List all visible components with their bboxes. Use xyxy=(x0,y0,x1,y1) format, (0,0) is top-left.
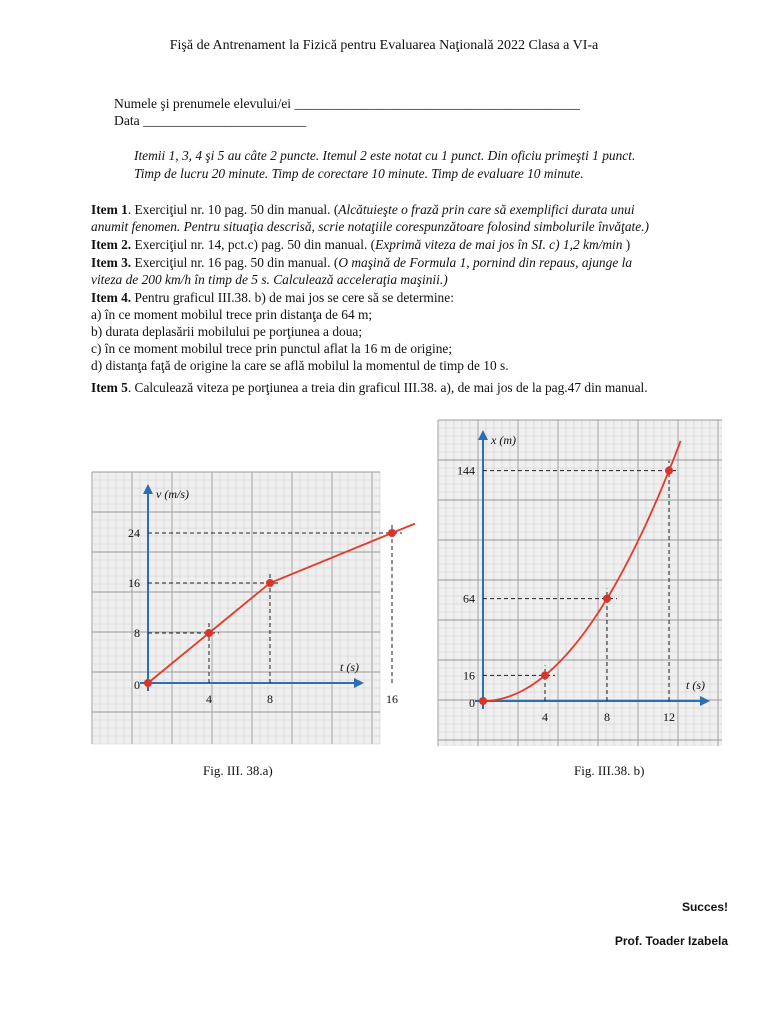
graph-b-y-tick-label: 144 xyxy=(457,463,475,478)
item-4-c: c) în ce moment mobilul trece prin punctul aflat la 16 m de origine; xyxy=(91,341,453,356)
graph-b-x-tick-label: 4 xyxy=(542,710,548,724)
item-1-italic-1: Alcătuieşte o frază prin care să exemplifici durata unui xyxy=(338,202,635,217)
graph-a-x-axis-arrow xyxy=(354,678,364,688)
item-5-text: . Calculează viteza pe porţiunea a treia din graficul III.38. a), de mai jos de la pag.47 din manual. xyxy=(127,380,648,395)
graph-b-x-tick-label: 12 xyxy=(663,710,675,724)
student-name-label: Numele şi prenumele elevului/ei xyxy=(114,96,295,111)
graph-b-data-point xyxy=(603,595,611,603)
item-1 xyxy=(91,202,635,218)
item-3 xyxy=(91,255,632,271)
date-line xyxy=(114,113,306,129)
item-2-italic: Exprimă viteza de mai jos în SI. c) 1,2 km/min xyxy=(375,237,623,252)
student-name-blank: __________________________________________ xyxy=(294,96,580,111)
item-4-d: d) distanţa faţă de origine la care se află mobilul la momentul de timp de 10 s. xyxy=(91,358,509,373)
item-4-b: b) durata deplasării mobilului pe porţiunea a doua; xyxy=(91,324,363,339)
item-3-label: Item 3. xyxy=(91,255,132,270)
item-2-text: Exerciţiul nr. 14, pct.c) pag. 50 din manual. ( xyxy=(131,237,376,252)
graph-a-y-tick-label: 24 xyxy=(128,526,140,540)
item-4-a: a) în ce moment mobilul trece prin distanţa de 64 m; xyxy=(91,307,373,322)
graph-b-data-point xyxy=(479,697,487,705)
graph-b-data-point xyxy=(541,671,549,679)
graph-b-x-axis-arrow xyxy=(700,696,710,706)
graph-b-y-tick-label: 64 xyxy=(463,591,475,606)
graph-b-y-axis-arrow xyxy=(478,430,488,440)
item-3-italic-2: viteza de 200 km/h în timp de 5 s. Calculează acceleraţia maşinii.) xyxy=(91,272,448,287)
item-1-label: Item 1 xyxy=(91,202,128,217)
item-3-text: Exerciţiul nr. 16 pag. 50 din manual. ( xyxy=(131,255,339,270)
item-1-italic-2: anumit fenomen. Pentru situaţia descrisă, scrie notaţiile corespunzătoare folosind simbolurile învăţate.) xyxy=(91,219,650,234)
item-2-label: Item 2. xyxy=(91,237,132,252)
item-4-label: Item 4. xyxy=(91,290,132,305)
graph-a-y-tick-label: 16 xyxy=(128,576,140,590)
page-title: Fişă de Antrenament la Fizică pentru Evaluarea Naţională 2022 Clasa a VI-a xyxy=(169,38,599,53)
date-blank: ________________________ xyxy=(143,113,307,128)
graph-a-x-tick-label: 4 xyxy=(206,692,212,706)
graph-a-x-tick-label: 0 xyxy=(134,678,140,692)
graph-b-x-label: t (s) xyxy=(686,678,705,692)
graph-b-data-point xyxy=(665,467,673,475)
graph-b-caption: Fig. III.38. b) xyxy=(574,763,645,778)
item-4 xyxy=(91,290,454,306)
item-5-label: Item 5 xyxy=(91,380,128,395)
item-3-italic-1: O maşină de Formula 1, pornind din repaus, ajunge la xyxy=(338,255,633,270)
author-signature: Prof. Toader Izabela xyxy=(614,934,728,948)
graph-a-x-tick-label: 8 xyxy=(267,692,273,706)
instructions-line-2: Timp de lucru 20 minute. Timp de corectare 10 minute. Timp de evaluare 10 minute. xyxy=(134,166,584,181)
date-label: Data xyxy=(114,113,144,128)
graph-a-y-tick-label: 8 xyxy=(134,626,140,640)
graph-a-panel xyxy=(92,472,398,744)
item-2-end: ) xyxy=(622,237,631,252)
graph-a-data-point xyxy=(266,579,274,587)
graph-a-x-tick-label: 16 xyxy=(386,692,398,706)
item-1-text: . Exerciţiul nr. 10 pag. 50 din manual. ( xyxy=(127,202,339,217)
graph-b-y-label: x (m) xyxy=(491,433,516,447)
graph-a-caption: Fig. III. 38.a) xyxy=(203,763,273,778)
graph-a-data-point xyxy=(144,679,152,687)
item-4-text: Pentru graficul III.38. b) de mai jos se cere să se determine: xyxy=(131,290,454,305)
graph-a-x-label: t (s) xyxy=(340,660,359,674)
item-5 xyxy=(91,380,648,396)
graph-a xyxy=(92,472,398,744)
student-name-line xyxy=(114,96,580,112)
graph-a-y-label: v (m/s) xyxy=(156,487,189,501)
graph-b-panel xyxy=(438,420,722,746)
graph-b-y-tick-label: 16 xyxy=(463,668,475,683)
graph-a-data-point xyxy=(205,629,213,637)
graph-b xyxy=(438,420,722,746)
closing-text: Succes! xyxy=(681,900,728,914)
item-2 xyxy=(91,237,630,253)
graph-a-y-axis-arrow xyxy=(143,484,153,494)
graph-b-x-tick-label: 8 xyxy=(604,710,610,724)
graph-a-data-point xyxy=(388,529,396,537)
graph-b-x-tick-label: 0 xyxy=(469,696,475,710)
instructions-line-1: Itemii 1, 3, 4 şi 5 au câte 2 puncte. Itemul 2 este notat cu 1 punct. Din oficiu primeşti 1 punct. xyxy=(134,148,636,163)
